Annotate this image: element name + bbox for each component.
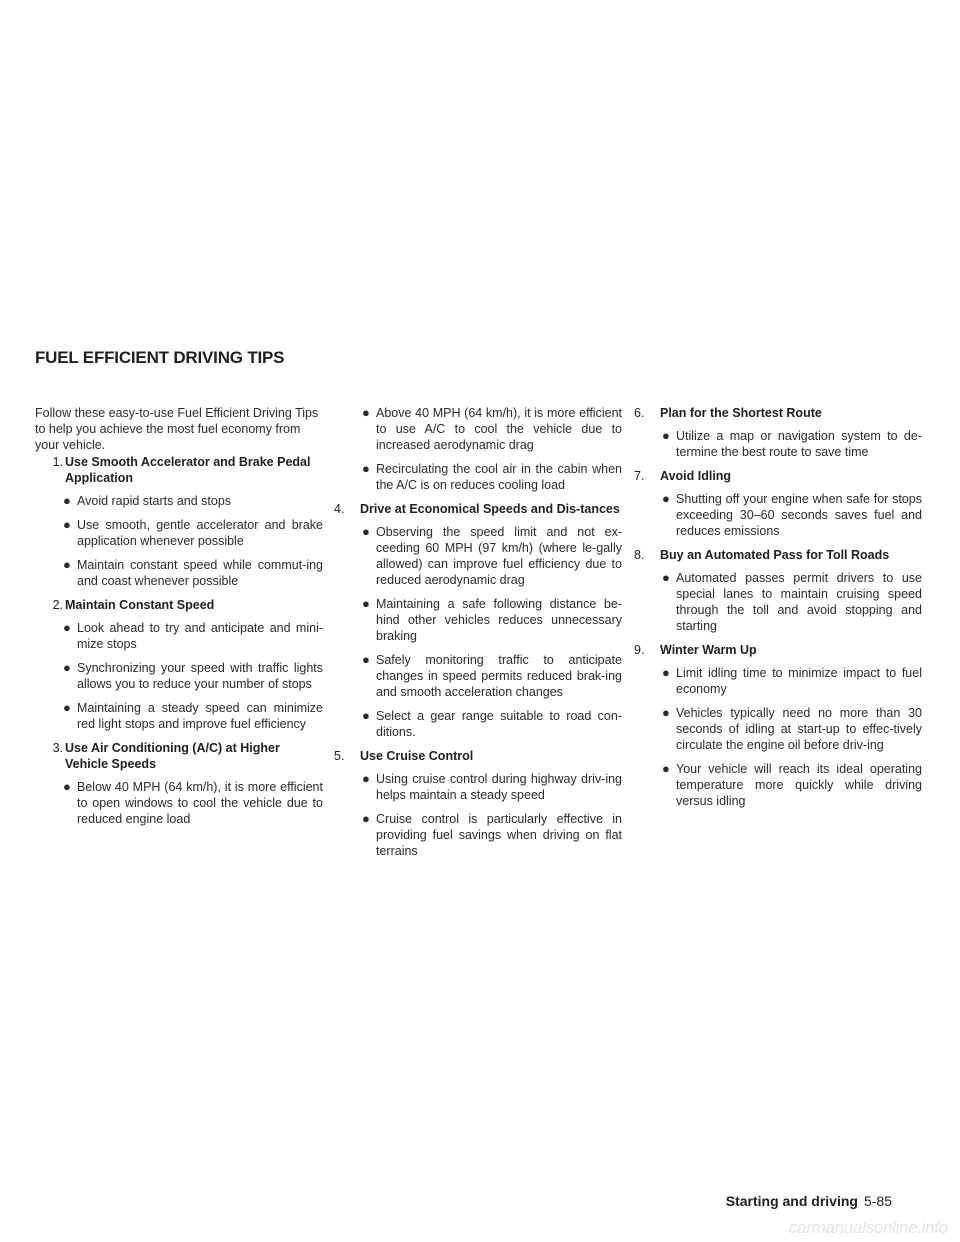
page-title: FUEL EFFICIENT DRIVING TIPS	[35, 348, 285, 367]
tip-number: 3.	[52, 741, 63, 755]
list-item	[334, 461, 622, 493]
bullet-icon: ●	[662, 491, 670, 506]
tip-heading-text: Plan for the Shortest Route	[660, 406, 822, 420]
bullet-icon: ●	[362, 811, 370, 826]
bullet-icon: ●	[63, 493, 71, 508]
tip-bullet-list	[634, 570, 922, 634]
tip-bullet-list	[634, 491, 922, 539]
bullet-text: Recirculating the cool air in the cabin when the A/C is on reduces cooling load	[376, 462, 622, 492]
tip-section	[35, 740, 323, 827]
list-item	[634, 428, 922, 460]
bullet-text: Shutting off your engine when safe for stops exceeding 30–60 seconds saves fuel and reduces emissions	[676, 492, 922, 538]
tip-bullet-list	[334, 524, 622, 740]
intro-paragraph: Follow these easy-to-use Fuel Efficient Driving Tips to help you achieve the most fuel economy from your vehicle.	[35, 406, 319, 452]
bullet-icon: ●	[662, 428, 670, 443]
bullet-text: Safely monitoring traffic to anticipate changes in speed permits reduced brak-ing and smooth acceleration changes	[376, 653, 622, 699]
tip-bullet-list	[634, 428, 922, 460]
bullet-text: Maintain constant speed while commut-ing and coast whenever possible	[77, 558, 323, 588]
list-item	[634, 491, 922, 539]
bullet-icon: ●	[362, 708, 370, 723]
list-item	[35, 493, 323, 509]
list-item	[334, 771, 622, 803]
bullet-text: Avoid rapid starts and stops	[77, 494, 232, 508]
list-item	[35, 620, 323, 652]
column-2	[334, 405, 622, 867]
page-footer	[726, 1193, 892, 1209]
bullet-text: Limit idling time to minimize impact to fuel economy	[676, 666, 922, 696]
bullet-icon: ●	[63, 517, 71, 532]
bullet-icon: ●	[662, 665, 670, 680]
bullet-icon: ●	[662, 761, 670, 776]
tip-number: 7.	[634, 469, 645, 483]
tip-heading	[634, 405, 922, 421]
bullet-icon: ●	[63, 700, 71, 715]
bullet-icon: ●	[362, 461, 370, 476]
list-item	[334, 524, 622, 588]
tip-number: 1.	[52, 455, 63, 469]
tip-bullet-list	[634, 665, 922, 809]
bullet-text: Vehicles typically need no more than 30 seconds of idling at start-up to effec-tively circulate the engine oil before driv-ing	[676, 706, 922, 752]
tip-heading-text: Use Air Conditioning (A/C) at Higher Vehicle Speeds	[65, 741, 280, 771]
tip-bullet-list	[334, 771, 622, 859]
bullet-text: Utilize a map or navigation system to de-termine the best route to save time	[676, 429, 922, 459]
tip-heading-text: Maintain Constant Speed	[65, 598, 215, 612]
list-item	[634, 570, 922, 634]
list-item	[334, 811, 622, 859]
tip-number: 5.	[334, 749, 345, 763]
tip-heading	[634, 642, 922, 658]
list-item	[35, 779, 323, 827]
tip-heading	[634, 547, 922, 563]
tip-heading-text: Buy an Automated Pass for Toll Roads	[660, 548, 890, 562]
tip-section	[634, 642, 922, 809]
bullet-icon: ●	[63, 779, 71, 794]
list-item	[35, 517, 323, 549]
tip-heading-text: Use Cruise Control	[360, 749, 474, 763]
tip-section	[634, 405, 922, 460]
bullet-text: Maintaining a safe following distance be-hind other vehicles reduces unnecessary braking	[376, 597, 622, 643]
bullet-text: Look ahead to try and anticipate and mini-mize stops	[77, 621, 323, 651]
tip-number: 2.	[52, 598, 63, 612]
bullet-icon: ●	[63, 557, 71, 572]
bullet-text: Your vehicle will reach its ideal operating temperature more quickly while driving versus idling	[676, 762, 922, 808]
list-item	[35, 557, 323, 589]
tip-number: 9.	[634, 643, 645, 657]
tip-section	[634, 468, 922, 539]
bullet-text: Using cruise control during highway driv-ing helps maintain a steady speed	[376, 772, 622, 802]
bullet-text: Select a gear range suitable to road con-ditions.	[376, 709, 622, 739]
tip-section	[634, 547, 922, 634]
list-item	[634, 761, 922, 809]
footer-section-name: Starting and driving	[725, 1193, 858, 1209]
tip-heading	[334, 748, 622, 764]
tip-section	[334, 405, 622, 493]
tip-heading	[334, 501, 622, 517]
bullet-icon: ●	[362, 596, 370, 611]
bullet-icon: ●	[362, 405, 370, 420]
tip-bullet-list	[35, 620, 323, 732]
tip-bullet-list	[35, 779, 323, 827]
list-item	[634, 665, 922, 697]
tip-heading-text: Drive at Economical Speeds and Dis-tances	[360, 502, 620, 516]
bullet-text: Observing the speed limit and not ex-ceeding 60 MPH (97 km/h) (where le-gally allowed) can improve fuel efficiency due to reduced aerodynamic drag	[376, 525, 622, 587]
bullet-text: Above 40 MPH (64 km/h), it is more efficient to use A/C to cool the vehicle due to increased aerodynamic drag	[376, 406, 622, 452]
bullet-text: Automated passes permit drivers to use special lanes to maintain cruising speed through the toll and avoid stopping and starting	[676, 571, 922, 633]
page-number: 5-85	[863, 1193, 892, 1209]
list-item	[35, 700, 323, 732]
bullet-text: Cruise control is particularly effective in providing fuel savings when driving on flat terrains	[376, 812, 622, 858]
list-item	[334, 708, 622, 740]
bullet-icon: ●	[362, 771, 370, 786]
bullet-icon: ●	[662, 705, 670, 720]
bullet-text: Below 40 MPH (64 km/h), it is more efficient to open windows to cool the vehicle due to reduced engine load	[77, 780, 323, 826]
tip-number: 4.	[334, 502, 345, 516]
tip-heading-text: Avoid Idling	[660, 469, 732, 483]
tip-section	[334, 501, 622, 740]
tip-heading	[634, 468, 922, 484]
tip-bullet-list	[35, 493, 323, 589]
tip-heading-text: Use Smooth Accelerator and Brake Pedal Application	[65, 455, 311, 485]
list-item	[334, 596, 622, 644]
list-item	[634, 705, 922, 753]
bullet-icon: ●	[362, 652, 370, 667]
tip-heading	[35, 597, 323, 613]
tip-section	[35, 597, 323, 732]
tip-section	[35, 454, 323, 589]
column-3	[634, 405, 922, 817]
bullet-text: Use smooth, gentle accelerator and brake application whenever possible	[77, 518, 323, 548]
tip-section	[334, 748, 622, 859]
bullet-text: Synchronizing your speed with traffic lights allows you to reduce your number of stops	[77, 661, 323, 691]
tip-number: 6.	[634, 406, 645, 420]
column-1	[35, 405, 323, 835]
tip-bullet-list	[334, 405, 622, 493]
tip-heading	[35, 454, 323, 486]
watermark: carmanualsonline.info	[788, 1218, 948, 1237]
list-item	[334, 652, 622, 700]
bullet-icon: ●	[63, 660, 71, 675]
tip-number: 8.	[634, 548, 645, 562]
list-item	[35, 660, 323, 692]
tip-heading-text: Winter Warm Up	[660, 643, 757, 657]
bullet-text: Maintaining a steady speed can minimize red light stops and improve fuel efficiency	[77, 701, 323, 731]
tip-heading	[35, 740, 323, 772]
bullet-icon: ●	[662, 570, 670, 585]
list-item	[334, 405, 622, 453]
bullet-icon: ●	[362, 524, 370, 539]
bullet-icon: ●	[63, 620, 71, 635]
